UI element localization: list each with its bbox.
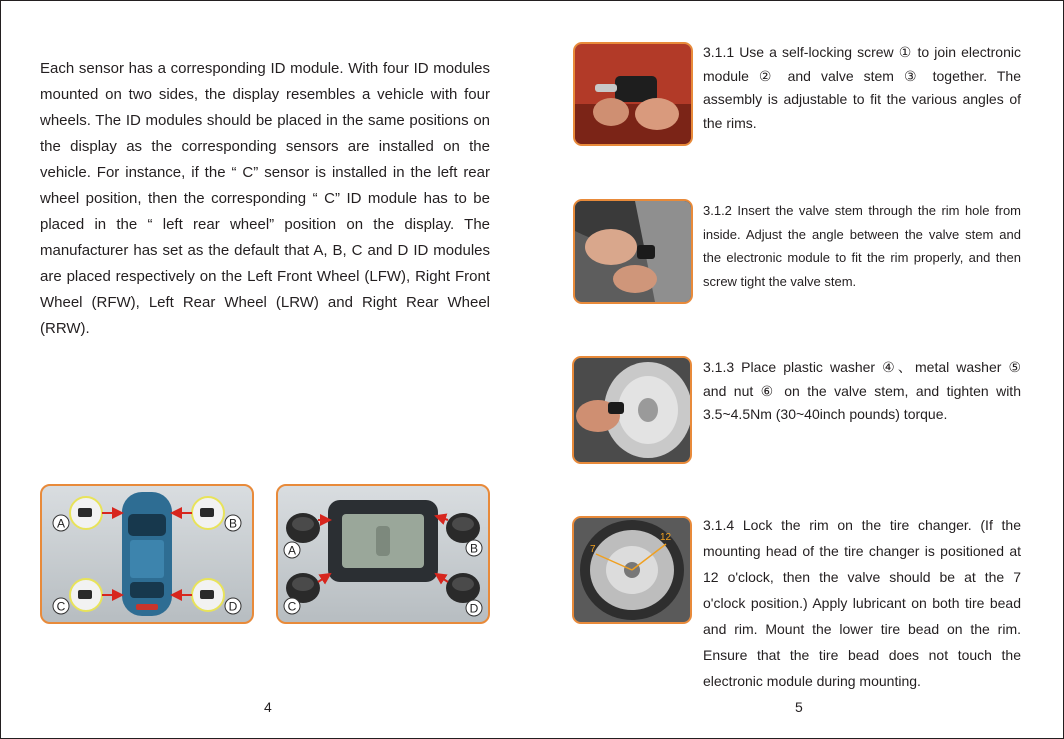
display-label-b: B — [469, 541, 479, 556]
step-photo-assembly — [573, 42, 693, 146]
step-photo-tire-changer — [572, 516, 692, 624]
display-label-a: A — [287, 543, 297, 558]
sensor-a — [70, 497, 102, 529]
sensor-c — [70, 579, 102, 611]
clock-label-12: 12 — [660, 532, 672, 543]
display-module-figure — [276, 484, 490, 624]
car-label-c: C — [56, 599, 66, 614]
step-photo-insert-valve — [573, 199, 693, 304]
clock-label-7: 7 — [590, 544, 596, 555]
car-label-d: D — [228, 599, 238, 614]
step-3-1-2-text: 3.1.2 Insert the valve stem through the rim hole from inside. Adjust the angle between the valve stem and the electronic module to fit the rim properly, and then screw tight the valve stem. — [703, 203, 1021, 289]
page-number-right: 5 — [795, 699, 803, 715]
car-label-a: A — [56, 516, 66, 531]
step-photo-washer-nut — [572, 356, 692, 464]
tpms-display-unit — [328, 500, 438, 582]
id-module-d — [446, 573, 480, 603]
step-3-1-4-text: 3.1.4 Lock the rim on the tire changer. (If the mounting head of the tire changer is positioned at 12 o'clock, then the valve should be at the 7 o'clock position.) Apply lubricant on both tire bead and rim. Mount the lower tire bead on the rim. Ensure that the tire bead does not touch the electronic module during mounting. — [703, 517, 1021, 689]
id-module-b — [446, 513, 480, 543]
page-number-left: 4 — [264, 699, 272, 715]
car-top-view — [122, 492, 172, 616]
sensor-d — [192, 579, 224, 611]
car-label-b: B — [228, 516, 238, 531]
body-paragraph: Each sensor has a corresponding ID module. With four ID modules mounted on two sides, the display resembles a vehicle with four wheels. The ID modules should be placed in the same positions on the display as the corresponding sensors are installed on the vehicle. For instance, if the “ C” sensor is installed in the left rear wheel position, then the corresponding “ C” ID module has to be placed in the “ left rear wheel” position on the display. The manufacturer has set as the default that A, B, C and D ID modules are placed respectively on the Left Front Wheel (LFW), Right Front Wheel (RFW), Left Rear Wheel (LRW) and Right Rear Wheel (RRW). — [40, 60, 490, 337]
sensor-b — [192, 497, 224, 529]
step-3-1-3-text: 3.1.3 Place plastic washer ④、metal washer ⑤ and nut ⑥ on the valve stem, and tighten with 3.5~4.5Nm (30~40inch pounds) torque. — [703, 359, 1021, 422]
step-3-1-1-text: 3.1.1 Use a self-locking screw ① to join electronic module ② and valve stem ③ together. The assembly is adjustable to fit the various angles of the rims. — [703, 44, 1021, 131]
display-label-d: D — [469, 601, 479, 616]
car-sensor-figure — [40, 484, 254, 624]
display-label-c: C — [287, 599, 297, 614]
id-module-a — [286, 513, 320, 543]
